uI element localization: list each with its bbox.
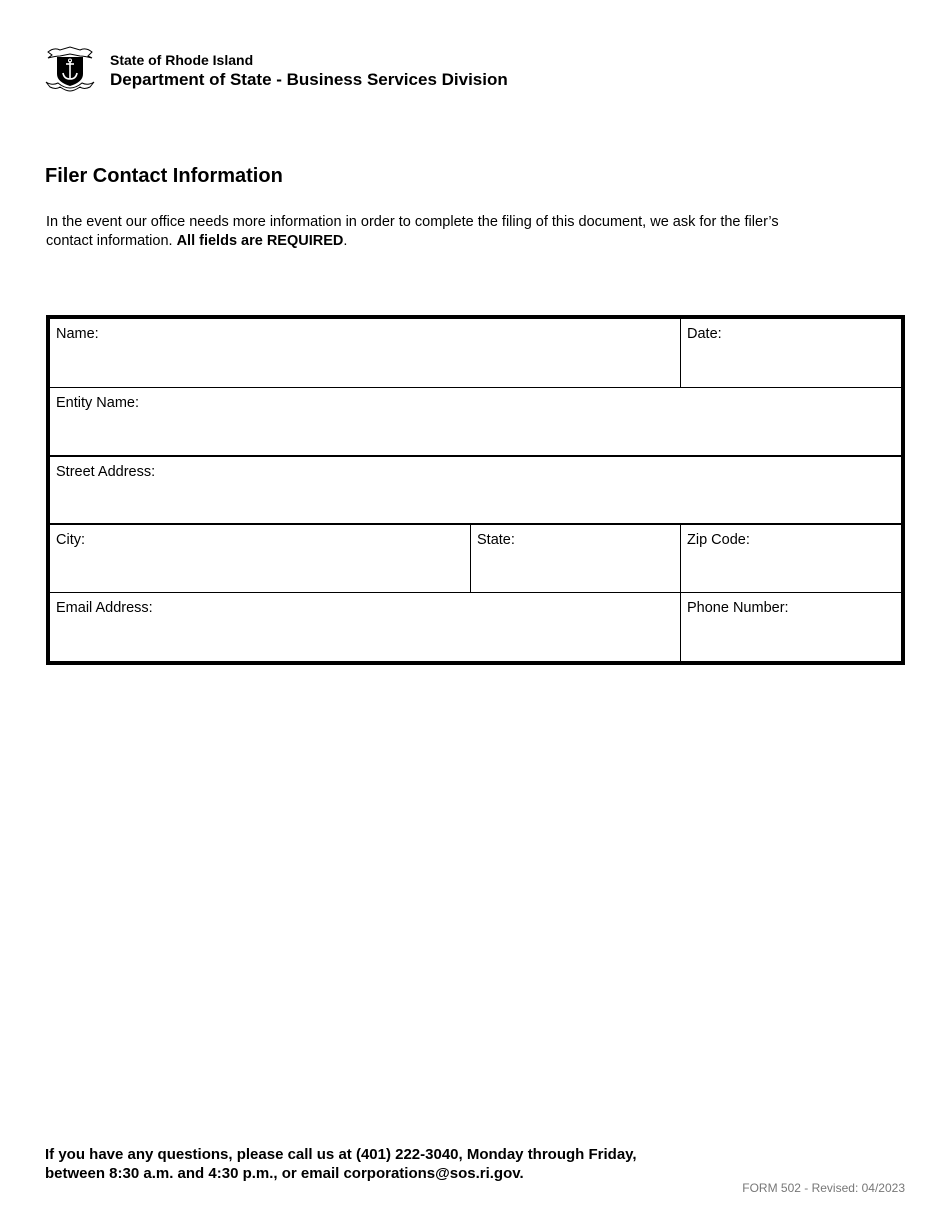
state-field[interactable] [477,560,674,584]
date-label: Date: [687,326,722,342]
contact-footer-note [45,1145,637,1183]
email-address-field[interactable] [56,629,674,653]
intro-trailing: . [343,233,348,249]
form-row-email-phone [50,592,901,661]
city-label: City: [56,532,85,548]
intro-text: In the event our office needs more information in order to complete the filing of this document, we ask for the filer’s contact information. [46,214,779,249]
intro-paragraph [46,213,826,251]
state-seal-icon [44,44,96,92]
form-row-name-date [50,319,901,387]
zip-code-field[interactable] [687,560,895,584]
city-cell [50,525,470,592]
entity-name-cell [50,388,901,456]
state-cell [470,525,680,592]
department-name: Department of State - Business Services Division [110,70,508,89]
zip-code-cell [680,525,901,592]
entity-name-label: Entity Name: [56,395,139,411]
form-row-street-address [50,455,901,524]
form-row-city-state-zip [50,523,901,592]
state-name: State of Rhode Island [110,52,254,68]
footer-line-1: If you have any questions, please call us at (401) 222-3040, Monday through Friday, [45,1146,637,1163]
entity-name-field[interactable] [56,424,895,448]
phone-number-field[interactable] [687,629,895,653]
page-title: Filer Contact Information [45,165,283,187]
required-note: All fields are REQUIRED [176,233,344,249]
date-cell [680,319,901,387]
phone-number-cell [680,593,901,661]
email-address-label: Email Address: [56,600,153,616]
date-field[interactable] [687,355,895,379]
name-field[interactable] [56,355,674,379]
street-address-field[interactable] [56,492,895,516]
filer-contact-form [46,315,905,665]
page-header [44,44,508,92]
form-row-entity-name [50,387,901,456]
name-cell [50,319,680,387]
city-field[interactable] [56,560,464,584]
name-label: Name: [56,326,99,342]
footer-line-2: between 8:30 a.m. and 4:30 p.m., or email corporations@sos.ri.gov. [45,1165,524,1182]
email-address-cell [50,593,680,661]
phone-number-label: Phone Number: [687,600,789,616]
street-address-label: Street Address: [56,464,156,480]
zip-code-label: Zip Code: [687,532,750,548]
street-address-cell [50,457,901,524]
state-label: State: [477,532,515,548]
form-revision-id: FORM 502 - Revised: 04/2023 [742,1181,905,1195]
